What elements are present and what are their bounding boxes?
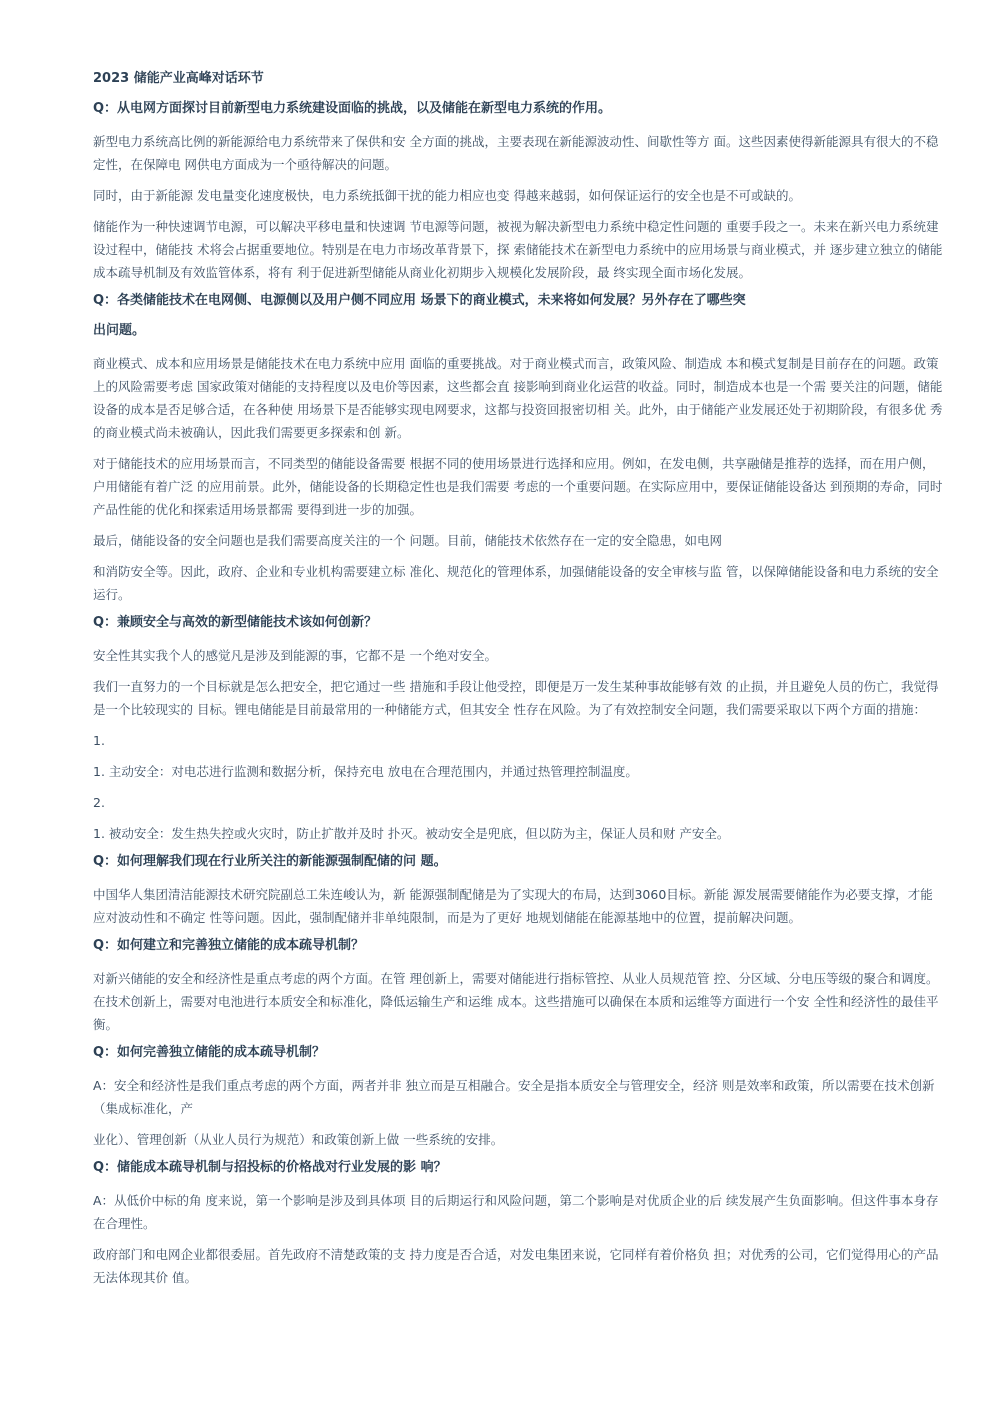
document-title: 2023 储能产业高峰对话环节: [93, 71, 264, 86]
paragraph: 商业模式、成本和应用场景是储能技术在电力系统中应用 面临的重要挑战。对于商业模式而言，政策风险、制造成 本和模式复制是目前存在的问题。政策上的风险需要考虑 国家政策对储能的支持程度以及电价等因素，这些都会直 接影响到商业化运营的收益。同时，制造成本也是一个需 要关注的问题，储能设备的成本是否足够合适，在各种使 用场景下是否能够实现电网要求，这都与投资回报密切相 关。此外，由于储能产业发展还处于初期阶段，有很多优 秀的商业模式尚未被确认，因此我们需要更多探索和创 新。: [93, 356, 943, 440]
question-heading: Q：各类储能技术在电网侧、电源侧以及用户侧不同应用 场景下的商业模式，未来将如何发展？另外存在了哪些突: [93, 293, 746, 308]
paragraph: 安全性其实我个人的感觉凡是涉及到能源的事，它都不是 一个绝对安全。: [93, 648, 497, 663]
list-number: 2.: [93, 795, 105, 810]
paragraph: A：从低价中标的角 度来说，第一个影响是涉及到具体项 目的后期运行和风险问题，第二个影响是对优质企业的后 续发展产生负面影响。但这件事本身存在合理性。: [93, 1193, 939, 1231]
question-heading: 出问题。: [93, 323, 146, 338]
question-heading: Q：如何理解我们现在行业所关注的新能源强制配储的问 题。: [93, 854, 447, 869]
list-number: 1.: [93, 733, 105, 748]
question-heading: Q：从电网方面探讨目前新型电力系统建设面临的挑战，以及储能在新型电力系统的作用。: [93, 101, 612, 116]
paragraph: 新型电力系统高比例的新能源给电力系统带来了保供和安 全方面的挑战，主要表现在新能源波动性、间歇性等方 面。这些因素使得新能源具有很大的不稳定性，在保障电 网供电方面成为一个亟待解决的问题。: [93, 134, 939, 172]
question-heading: Q：如何建立和完善独立储能的成本疏导机制？: [93, 938, 365, 953]
paragraph: 同时，由于新能源 发电量变化速度极快，电力系统抵御干扰的能力相应也变 得越来越弱，如何保证运行的安全也是不可或缺的。: [93, 188, 801, 203]
paragraph: 1. 主动安全：对电芯进行监测和数据分析，保持充电 放电在合理范围内，并通过热管理控制温度。: [93, 764, 638, 779]
paragraph: 1. 被动安全：发生热失控或火灾时，防止扩散并及时 扑灭。被动安全是兜底，但以防为主，保证人员和财 产安全。: [93, 826, 730, 841]
paragraph: 储能作为一种快速调节电源，可以解决平移电量和快速调 节电源等问题，被视为解决新型电力系统中稳定性问题的 重要手段之一。未来在新兴电力系统建设过程中，储能技 术将会占据重要地位。特别是在电力市场改革背景下，探 索储能技术在新型电力系统中的应用场景与商业模式，并 逐步建立独立的储能成本疏导机制及有效监管体系，将有 利于促进新型储能从商业化初期步入规模化发展阶段，最 终实现全面市场化发展。: [93, 219, 943, 280]
question-heading: Q：如何完善独立储能的成本疏导机制？: [93, 1045, 326, 1060]
paragraph: 政府部门和电网企业都很委屈。首先政府不清楚政策的支 持力度是否合适，对发电集团来说，它同样有着价格负 担；对优秀的公司，它们觉得用心的产品无法体现其价 值。: [93, 1247, 939, 1285]
paragraph: 对于储能技术的应用场景而言，不同类型的储能设备需要 根据不同的使用场景进行选择和应用。例如，在发电侧，共享融储是推荐的选择，而在用户侧，户用储能有着广泛 的应用前景。此外，储能设备的长期稳定性也是我们需要 考虑的一个重要问题。在实际应用中，要保证储能设备达 到预期的寿命，同时产品性能的优化和探索适用场景都需 要得到进一步的加强。: [93, 456, 943, 517]
question-heading: Q：储能成本疏导机制与招投标的价格战对行业发展的影 响？: [93, 1160, 447, 1175]
paragraph: 最后，储能设备的安全问题也是我们需要高度关注的一个 问题。目前，储能技术依然存在一定的安全隐患，如电网: [93, 533, 722, 548]
paragraph: 对新兴储能的安全和经济性是重点考虑的两个方面。在管 理创新上，需要对储能进行指标管控、从业人员规范管 控、分区域、分电压等级的聚合和调度。在技术创新上，需要对电池进行本质安全和标准化，降低运输生产和运维 成本。这些措施可以确保在本质和运维等方面进行一个安 全性和经济性的最佳平衡。: [93, 971, 939, 1032]
paragraph: 业化）、管理创新（从业人员行为规范）和政策创新上做 一些系统的安排。: [93, 1132, 504, 1147]
paragraph: A：安全和经济性是我们重点考虑的两个方面，两者并非 独立而是互相融合。安全是指本质安全与管理安全，经济 则是效率和政策，所以需要在技术创新（集成标准化，产: [93, 1078, 935, 1116]
question-heading: Q：兼顾安全与高效的新型储能技术该如何创新？: [93, 615, 378, 630]
paragraph: 我们一直努力的一个目标就是怎么把安全，把它通过一些 措施和手段让他受控，即便是万一发生某种事故能够有效 的止损，并且避免人员的伤亡，我觉得是一个比较现实的 目标。锂电储能是目前最常用的一种储能方式，但其安全 性存在风险。为了有效控制安全问题，我们需要采取以下两个方面的措施：: [93, 679, 939, 717]
paragraph: 和消防安全等。因此，政府、企业和专业机构需要建立标 准化、规范化的管理体系，加强储能设备的安全审核与监 管，以保障储能设备和电力系统的安全运行。: [93, 564, 939, 602]
document-body: [93, 70, 945, 1297]
paragraph: 中国华人集团清洁能源技术研究院副总工朱连峻认为，新 能源强制配储是为了实现大的布局，达到3060目标。新能 源发展需要储能作为必要支撑，才能应对波动性和不确定 性等问题。因此，强制配储并非单纯限制，而是为了更好 地规划储能在能源基地中的位置，提前解决问题。: [93, 887, 933, 925]
